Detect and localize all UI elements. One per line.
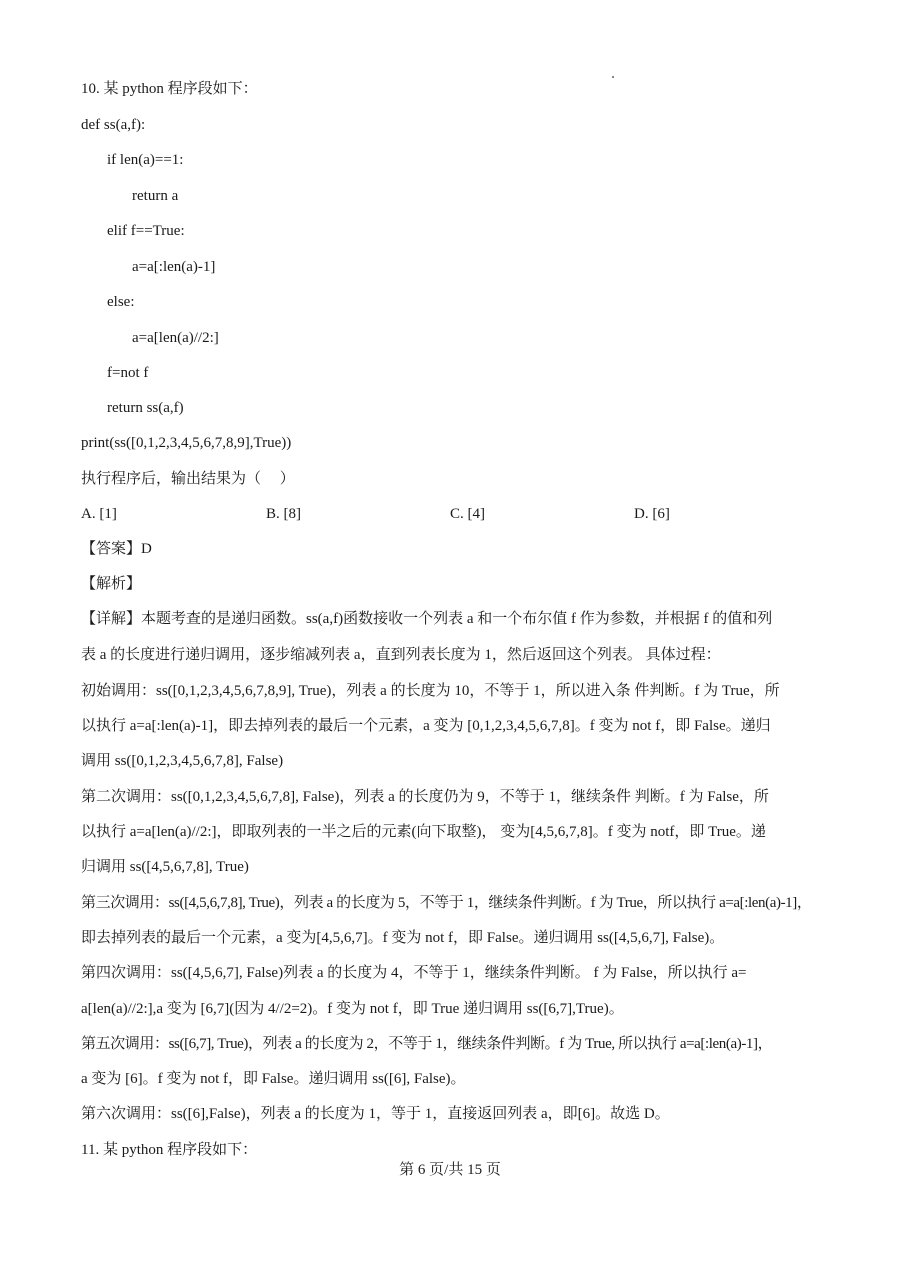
question-title: 10. 某 python 程序段如下：: [81, 81, 258, 97]
question-11-title: 11. 某 python 程序段如下：: [81, 1142, 258, 1158]
answer: 【答案】D: [81, 541, 152, 557]
analysis-line: 以执行 a=a[len(a)//2:]，即取列表的一半之后的元素(向下取整)， 变为[4,5,6,7,8]。f 变为 notf，即 True。递: [81, 824, 766, 840]
analysis-line: a[len(a)//2:],a 变为 [6,7](因为 4//2=2)。f 变为 not f，即 True 递归调用 ss([6,7],True)。: [81, 1001, 624, 1017]
question-prompt: 执行程序后，输出结果为（ ）: [81, 471, 295, 487]
analysis-header: 【解析】: [81, 576, 142, 592]
code-line: print(ss([0,1,2,3,4,5,6,7,8,9],True)): [81, 435, 292, 451]
code-line: def ss(a,f):: [81, 117, 146, 133]
analysis-line: 第六次调用：ss([6],False)，列表 a 的长度为 1，等于 1，直接返回列表 a，即[6]。故选 D。: [81, 1106, 670, 1122]
analysis-line: 即去掉列表的最后一个元素，a 变为[4,5,6,7]。f 变为 not f，即 False。递归调用 ss([4,5,6,7], False)。: [81, 930, 725, 946]
option-b: B. [8]: [266, 506, 301, 522]
code-line: else:: [107, 294, 135, 310]
code-line: if len(a)==1:: [107, 152, 184, 168]
analysis-line: 表 a 的长度进行递归调用，逐步缩减列表 a，直到列表长度为 1，然后返回这个列表。 具体过程：: [81, 647, 721, 663]
option-c: C. [4]: [450, 506, 485, 522]
option-d: D. [6]: [634, 506, 670, 522]
analysis-line: 调用 ss([0,1,2,3,4,5,6,7,8], False): [81, 753, 284, 769]
analysis-line: 第五次调用：ss([6,7], True)，列表 a 的长度为 2，不等于 1，继续条件判断。f 为 True, 所以执行 a=a[:len(a)-1]，: [81, 1036, 773, 1052]
analysis-line: 【详解】本题考查的是递归函数。ss(a,f)函数接收一个列表 a 和一个布尔值 f 作为参数，并根据 f 的值和列: [81, 611, 773, 627]
analysis-line: 归调用 ss([4,5,6,7,8], True): [81, 859, 249, 875]
analysis-line: 第四次调用：ss([4,5,6,7], False)列表 a 的长度为 4，不等于 1，继续条件判断。 f 为 False，所以执行 a=: [81, 965, 747, 981]
page-footer: 第 6 页/共 15 页: [399, 1162, 501, 1178]
code-line: return ss(a,f): [107, 400, 184, 416]
code-line: a=a[:len(a)-1]: [132, 259, 216, 275]
analysis-line: 以执行 a=a[:len(a)-1]，即去掉列表的最后一个元素，a 变为 [0,1,2,3,4,5,6,7,8]。f 变为 not f，即 False。递归: [81, 718, 771, 734]
code-line: f=not f: [107, 365, 149, 381]
analysis-line: 初始调用：ss([0,1,2,3,4,5,6,7,8,9], True)，列表 a 的长度为 10，不等于 1，所以进入条 件判断。f 为 True，所: [81, 683, 780, 699]
code-line: a=a[len(a)//2:]: [132, 330, 219, 346]
analysis-line: a 变为 [6]。f 变为 not f，即 False。递归调用 ss([6], False)。: [81, 1071, 466, 1087]
scan-speck: [612, 76, 614, 78]
option-a: A. [1]: [81, 506, 117, 522]
analysis-line: 第三次调用：ss([4,5,6,7,8], True)，列表 a 的长度为 5，不等于 1，继续条件判断。f 为 True，所以执行 a=a[:len(a)-1]，: [81, 895, 812, 911]
analysis-line: 第二次调用：ss([0,1,2,3,4,5,6,7,8], False)，列表 a 的长度仍为 9，不等于 1，继续条件 判断。f 为 False，所: [81, 789, 769, 805]
code-line: return a: [132, 188, 179, 204]
code-line: elif f==True:: [107, 223, 185, 239]
